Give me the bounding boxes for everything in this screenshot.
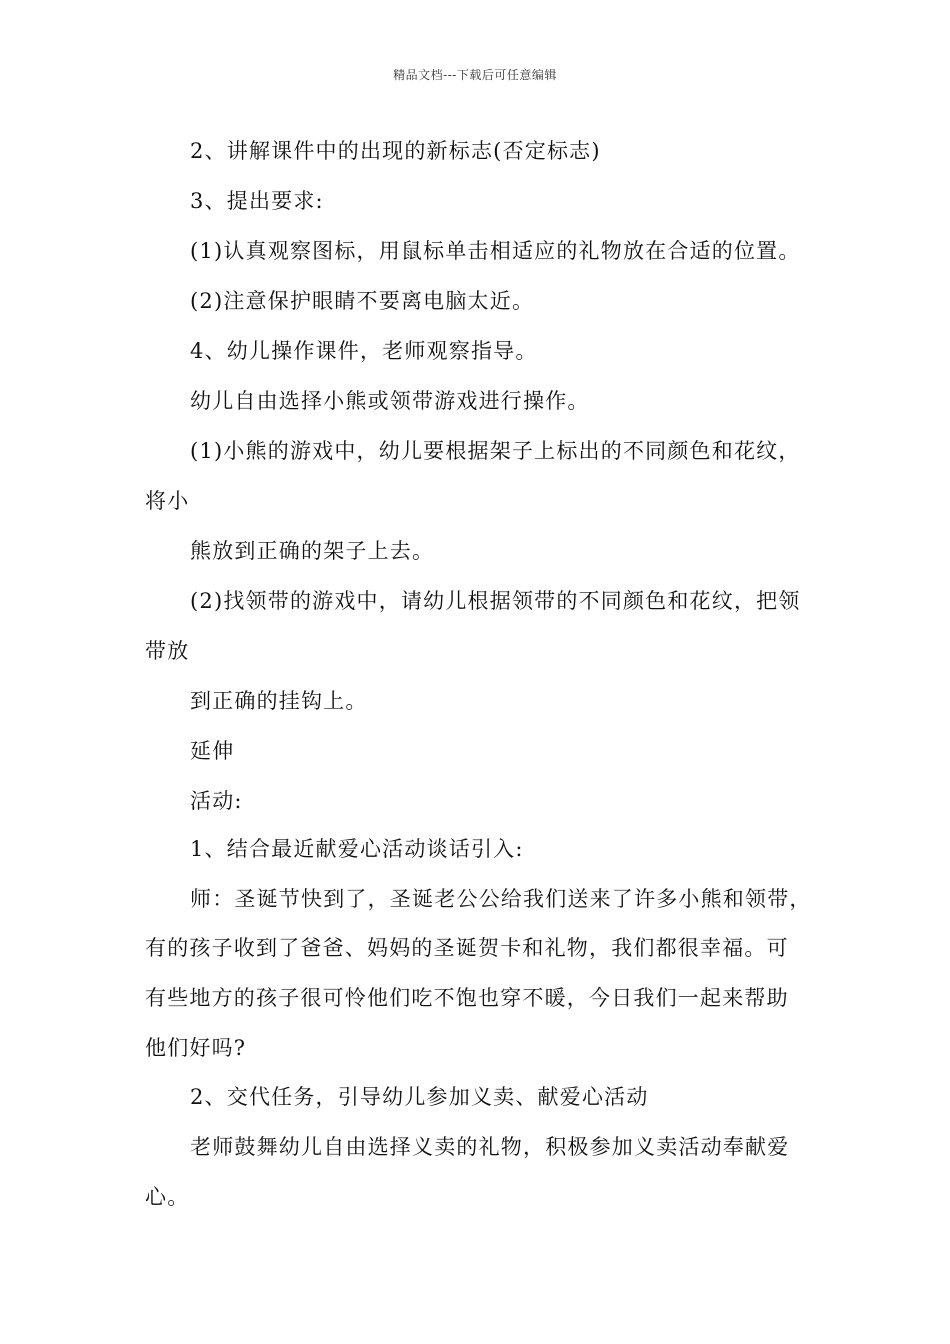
page-header: 精品文档---下载后可任意编辑 — [393, 68, 557, 82]
paragraph-line: 带放 — [145, 639, 190, 663]
paragraph-line: 有些地方的孩子很可怜他们吃不饱也穿不暖，今日我们一起来帮助 — [145, 986, 789, 1010]
paragraph-line: (1)小熊的游戏中，幼儿要根据架子上标出的不同颜色和花纹， — [190, 439, 801, 463]
paragraph-line: 师：圣诞节快到了，圣诞老公公给我们送来了许多小熊和领带， — [190, 887, 812, 911]
paragraph-line: (2)找领带的游戏中，请幼儿根据领带的不同颜色和花纹，把领 — [190, 589, 801, 613]
paragraph-line: 2、交代任务，引导幼儿参加义卖、献爱心活动 — [190, 1085, 649, 1109]
paragraph-line: 熊放到正确的架子上去。 — [190, 539, 435, 563]
paragraph-line: 老师鼓舞幼儿自由选择义卖的礼物，积极参加义卖活动奉献爱 — [190, 1135, 790, 1159]
paragraph-line: 3、提出要求: — [190, 189, 324, 213]
paragraph-line: 活动: — [190, 789, 243, 813]
paragraph-line: 延伸 — [190, 739, 235, 763]
paragraph-line: 将小 — [145, 489, 190, 513]
paragraph-line: 有的孩子收到了爸爸、妈妈的圣诞贺卡和礼物，我们都很幸福。可 — [145, 936, 789, 960]
paragraph-line: (1)认真观察图标，用鼠标单击相适应的礼物放在合适的位置。 — [190, 239, 801, 263]
paragraph-line: 2、讲解课件中的出现的新标志(否定标志) — [190, 139, 601, 163]
paragraph-line: 4、幼儿操作课件，老师观察指导。 — [190, 339, 538, 363]
paragraph-line: 心。 — [145, 1185, 190, 1209]
paragraph-line: 到正确的挂钩上。 — [190, 689, 368, 713]
paragraph-line: 他们好吗? — [145, 1036, 247, 1060]
paragraph-line: (2)注意保护眼睛不要离电脑太近。 — [190, 289, 535, 313]
paragraph-line: 1、结合最近献爱心活动谈话引入: — [190, 837, 524, 861]
paragraph-line: 幼儿自由选择小熊或领带游戏进行操作。 — [190, 389, 590, 413]
